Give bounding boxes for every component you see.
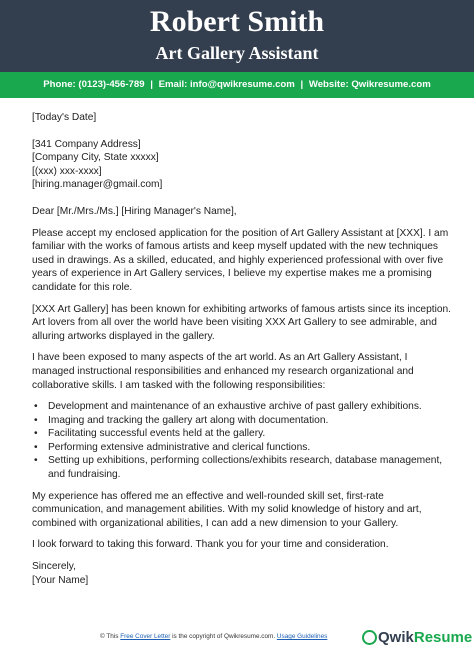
- spacer: [32, 552, 452, 560]
- list-item: • Imaging and tracking the gallery art along with documentation.: [46, 414, 452, 428]
- spacer: [32, 392, 452, 400]
- usage-guidelines-link[interactable]: Usage Guidelines: [276, 633, 328, 640]
- list-item: • Performing extensive administrative and clerical functions.: [46, 441, 452, 455]
- qwikresume-logo[interactable]: [362, 627, 472, 647]
- paragraph-skills: My experience has offered me an effective and well-rounded skill set, first-rate communication, and management abilities. With my solid knowledge of history and art, combined with organizational abilities, I can add a new dimension to your Gallery.: [32, 490, 422, 529]
- signature: [Your Name]: [32, 574, 89, 586]
- greeting: Dear [Mr./Mrs./Ms.] [Hiring Manager's Name],: [32, 205, 237, 217]
- paragraph-closing: I look forward to taking this forward. Thank you for your time and consideration.: [32, 539, 389, 551]
- footer-text-middle: is the copyright of Qwikresume.com.: [172, 633, 276, 640]
- copyright-icon: ©: [100, 633, 105, 640]
- contact-separator: |: [150, 79, 153, 90]
- resume-header: [0, 0, 474, 72]
- paragraph-experience: I have been exposed to many aspects of the art world. As an Art Gallery Assistant, I managed instructional responsibilities and enhanced my research organizational and collaborative skills. I am tasked with the following responsibilities:: [32, 352, 414, 391]
- contact-bar: [0, 72, 474, 98]
- address-line: [hiring.manager@gmail.com]: [32, 179, 163, 191]
- logo-text-qwik: Qwik: [378, 628, 414, 646]
- contact-website: Website: Qwikresume.com: [308, 79, 431, 90]
- applicant-name: Robert Smith: [149, 5, 325, 38]
- paragraph-gallery: [XXX Art Gallery] has been known for exhibiting artworks of famous artists since its inception. Art lovers from all over the world have been visiting XXX Art Gallery to see admirable, and alluring artworks displayed in the gallery.: [32, 303, 452, 342]
- list-item: • Setting up exhibitions, performing collections/exhibits research, database management, and fundraising.: [46, 454, 452, 481]
- spacer: [32, 295, 452, 303]
- letter-date: [Today's Date]: [32, 112, 97, 123]
- free-cover-letter-link[interactable]: Free Cover Letter: [120, 633, 171, 640]
- address-line: [(xxx) xxx-xxxx]: [32, 165, 102, 177]
- address-line: [341 Company Address]: [32, 138, 141, 150]
- contact-separator: |: [300, 79, 304, 90]
- contact-phone: Phone: (0123)-456-789: [43, 79, 145, 90]
- spacer: [32, 343, 452, 351]
- spacer: [32, 482, 452, 490]
- contact-email: Email: info@qwikresume.com: [158, 79, 295, 90]
- responsibilities-list: [32, 400, 452, 482]
- list-item: • Facilitating successful events held at the gallery.: [46, 427, 452, 441]
- job-title: Art Gallery Assistant: [155, 43, 319, 63]
- spacer: [32, 530, 452, 538]
- address-line: [Company City, State xxxxx]: [32, 152, 159, 164]
- page-footer: [0, 629, 474, 651]
- spacer: [32, 192, 452, 205]
- spacer: [32, 219, 452, 227]
- letter-body: [32, 111, 452, 587]
- spacer: [32, 125, 452, 138]
- list-item: • Development and maintenance of an exhaustive archive of past gallery exhibitions.: [46, 400, 452, 414]
- logo-q-icon: [362, 630, 377, 645]
- footer-text-this: This: [106, 633, 119, 640]
- paragraph-intro: Please accept my enclosed application for the position of Art Gallery Assistant at [XXX]. I am familiar with the works of famous artists and keep myself updated with the new techniques used in drawings. As a skilled, educated, and highly experienced professional with over five years of experience in Art Gallery services, I believe my expertise makes me a promising candidate for this role.: [32, 227, 449, 293]
- closing: Sincerely,: [32, 561, 76, 573]
- logo-text-resume: Resume: [413, 628, 473, 646]
- copyright-notice: [100, 633, 327, 640]
